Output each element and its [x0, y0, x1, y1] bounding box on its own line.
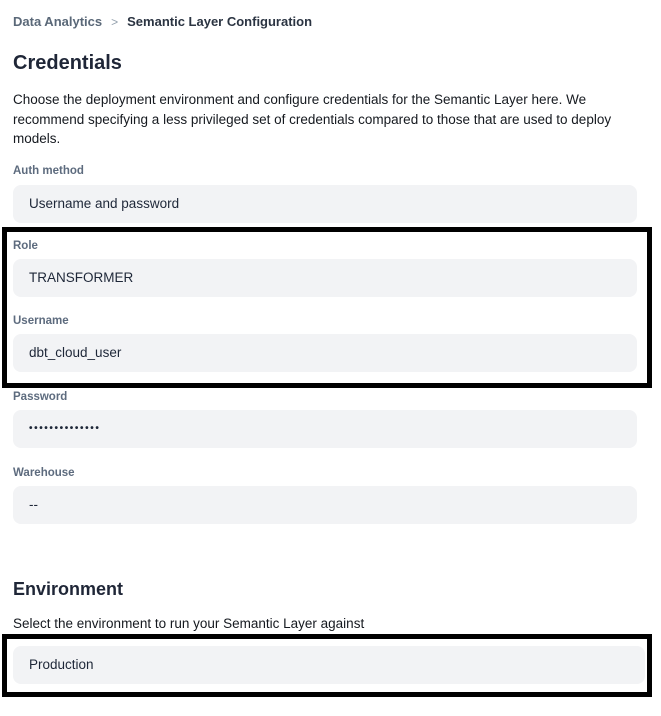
role-value: TRANSFORMER [29, 270, 134, 285]
warehouse-value: -- [29, 497, 38, 512]
role-field-group [13, 240, 637, 297]
breadcrumb [13, 14, 637, 30]
environment-select[interactable] [13, 646, 645, 684]
credentials-heading: Credentials [13, 52, 122, 74]
auth-method-value: Username and password [29, 196, 180, 211]
breadcrumb-current-page: Semantic Layer Configuration [127, 14, 313, 29]
environment-subtitle: Select the environment to run your Semantic Layer against [13, 615, 365, 631]
role-input[interactable] [13, 259, 637, 297]
environment-heading: Environment [13, 578, 124, 599]
breadcrumb-link-data-analytics[interactable]: Data Analytics [13, 14, 103, 29]
environment-value: Production [29, 657, 94, 672]
warehouse-field-group [13, 467, 637, 524]
chevron-right-icon: > [111, 15, 119, 29]
password-field-group [13, 391, 637, 448]
role-label: Role [13, 239, 38, 252]
environment-field-group [13, 646, 637, 684]
auth-method-label: Auth method [13, 164, 84, 177]
username-label: Username [13, 314, 69, 327]
username-field-group [13, 315, 637, 372]
warehouse-label: Warehouse [13, 466, 75, 479]
password-input[interactable] [13, 410, 637, 448]
credentials-description: Choose the deployment environment and configure credentials for the Semantic Layer here. We recommend specifying a less privileged set of credentials compared to those that are used to deploy models. [13, 92, 612, 146]
password-masked-value: •••••••••••••• [29, 423, 101, 434]
auth-method-field-group [13, 165, 637, 223]
username-input[interactable] [13, 334, 637, 372]
username-value: dbt_cloud_user [29, 345, 122, 360]
warehouse-input[interactable] [13, 486, 637, 524]
password-label: Password [13, 390, 68, 403]
auth-method-select[interactable] [13, 185, 637, 223]
